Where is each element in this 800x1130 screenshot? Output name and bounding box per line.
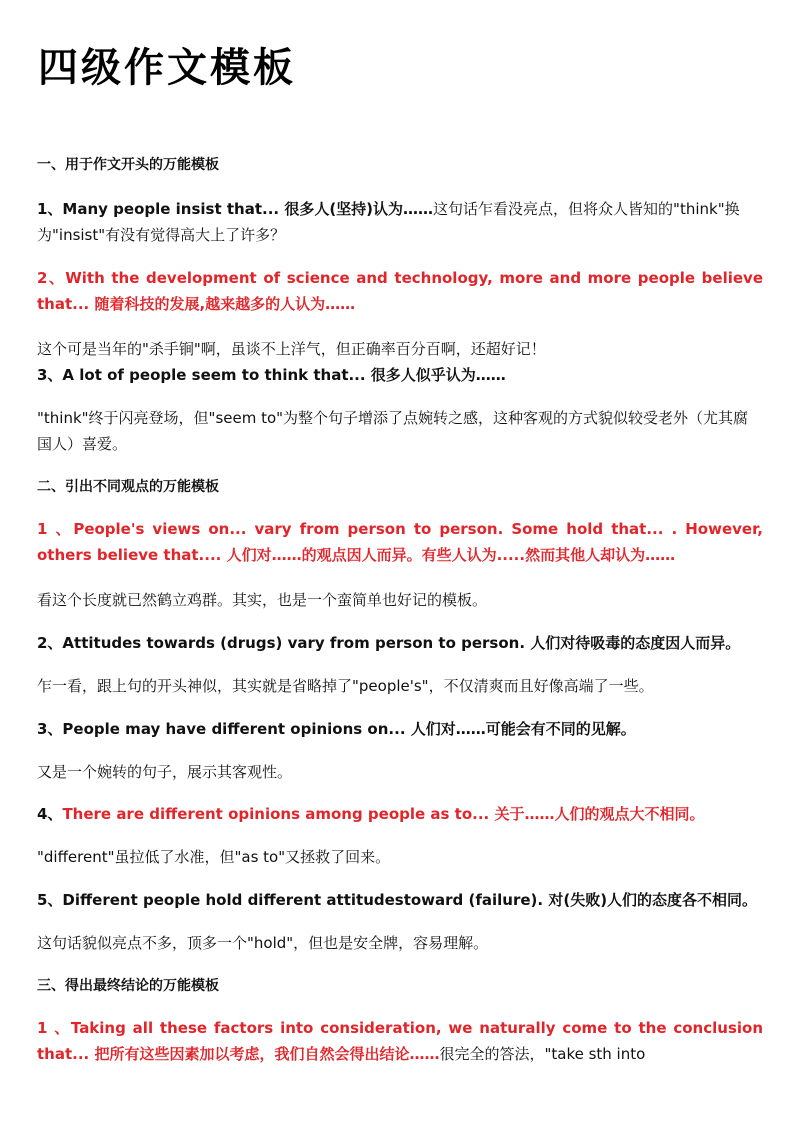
template-comment-views-5: 这句话貌似亮点不多，顶多一个"hold"，但也是安全牌，容易理解。 xyxy=(37,934,489,952)
template-text: 1、Many people insist that... 很多人(坚持)认为…… xyxy=(37,200,434,218)
section-heading-conclusion: 三、得出最终结论的万能模板 xyxy=(37,978,219,994)
template-item-views-1: 1 、People's views on... vary from person to person. Some hold that... . However, others believe that.... 人们对……的观点因人而异。有些人认为.....然而其他人却认为…… xyxy=(37,520,763,564)
template-comment-views-3: 又是一个婉转的句子，展示其客观性。 xyxy=(37,763,293,781)
template-comment-2: 这个可是当年的"杀手锏"啊，虽谈不上洋气，但正确率百分百啊，还超好记！ xyxy=(37,340,546,358)
template-text: There are different opinions among people as to... 关于……人们的观点大不相同。 xyxy=(62,805,705,823)
template-item-views-3: 3、People may have different opinions on... 人们对……可能会有不同的见解。 xyxy=(37,720,636,738)
template-item-3: 3、A lot of people seem to think that... 很多人似乎认为…… xyxy=(37,366,506,384)
template-text: 1 、Taking all these factors into consideration, we naturally come to the conclusion that... 把所有这些因素加以考虑，我们自然会得出结论…… xyxy=(37,1019,763,1063)
template-comment-views-2: 乍一看，跟上句的开头神似，其实就是省略掉了"people's"，不仅清爽而且好像高端了一些。 xyxy=(37,677,654,695)
template-comment-views-1: 看这个长度就已然鹤立鸡群。其实，也是一个蛮简单也好记的模板。 xyxy=(37,591,488,609)
template-item-views-2: 2、Attitudes towards (drugs) vary from person to person. 人们对待吸毒的态度因人而异。 xyxy=(37,634,741,652)
template-item-2: 2、With the development of science and technology, more and more people believe that... 随着科技的发展,越来越多的人认为…… xyxy=(37,269,763,313)
template-comment-3: "think"终于闪亮登场，但"seem to"为整个句子增添了点婉转之感，这种客观的方式貌似较受老外（尤其腐国人）喜爱。 xyxy=(37,409,749,453)
template-comment: 很完全的答法，"take sth into xyxy=(439,1045,646,1063)
template-comment: 这句话乍看没亮点，但将众人皆知的"think"换为"insist"有没有觉得高大上了许多？ xyxy=(37,200,740,244)
section-heading-views: 二、引出不同观点的万能模板 xyxy=(37,479,219,495)
item-number: 4、 xyxy=(37,805,63,823)
section-heading-opening: 一、用于作文开头的万能模板 xyxy=(37,157,219,173)
template-item-1 xyxy=(37,196,763,248)
template-item-views-4 xyxy=(37,801,763,827)
template-item-views-5: 5、Different people hold different attitudestoward (failure). 对(失败)人们的态度各不相同。 xyxy=(37,891,758,909)
template-comment-views-4: "different"虽拉低了水准，但"as to"又拯救了回来。 xyxy=(37,848,391,866)
page-title: 四级作文模板 xyxy=(38,45,296,91)
template-item-conclusion-1 xyxy=(37,1015,763,1067)
